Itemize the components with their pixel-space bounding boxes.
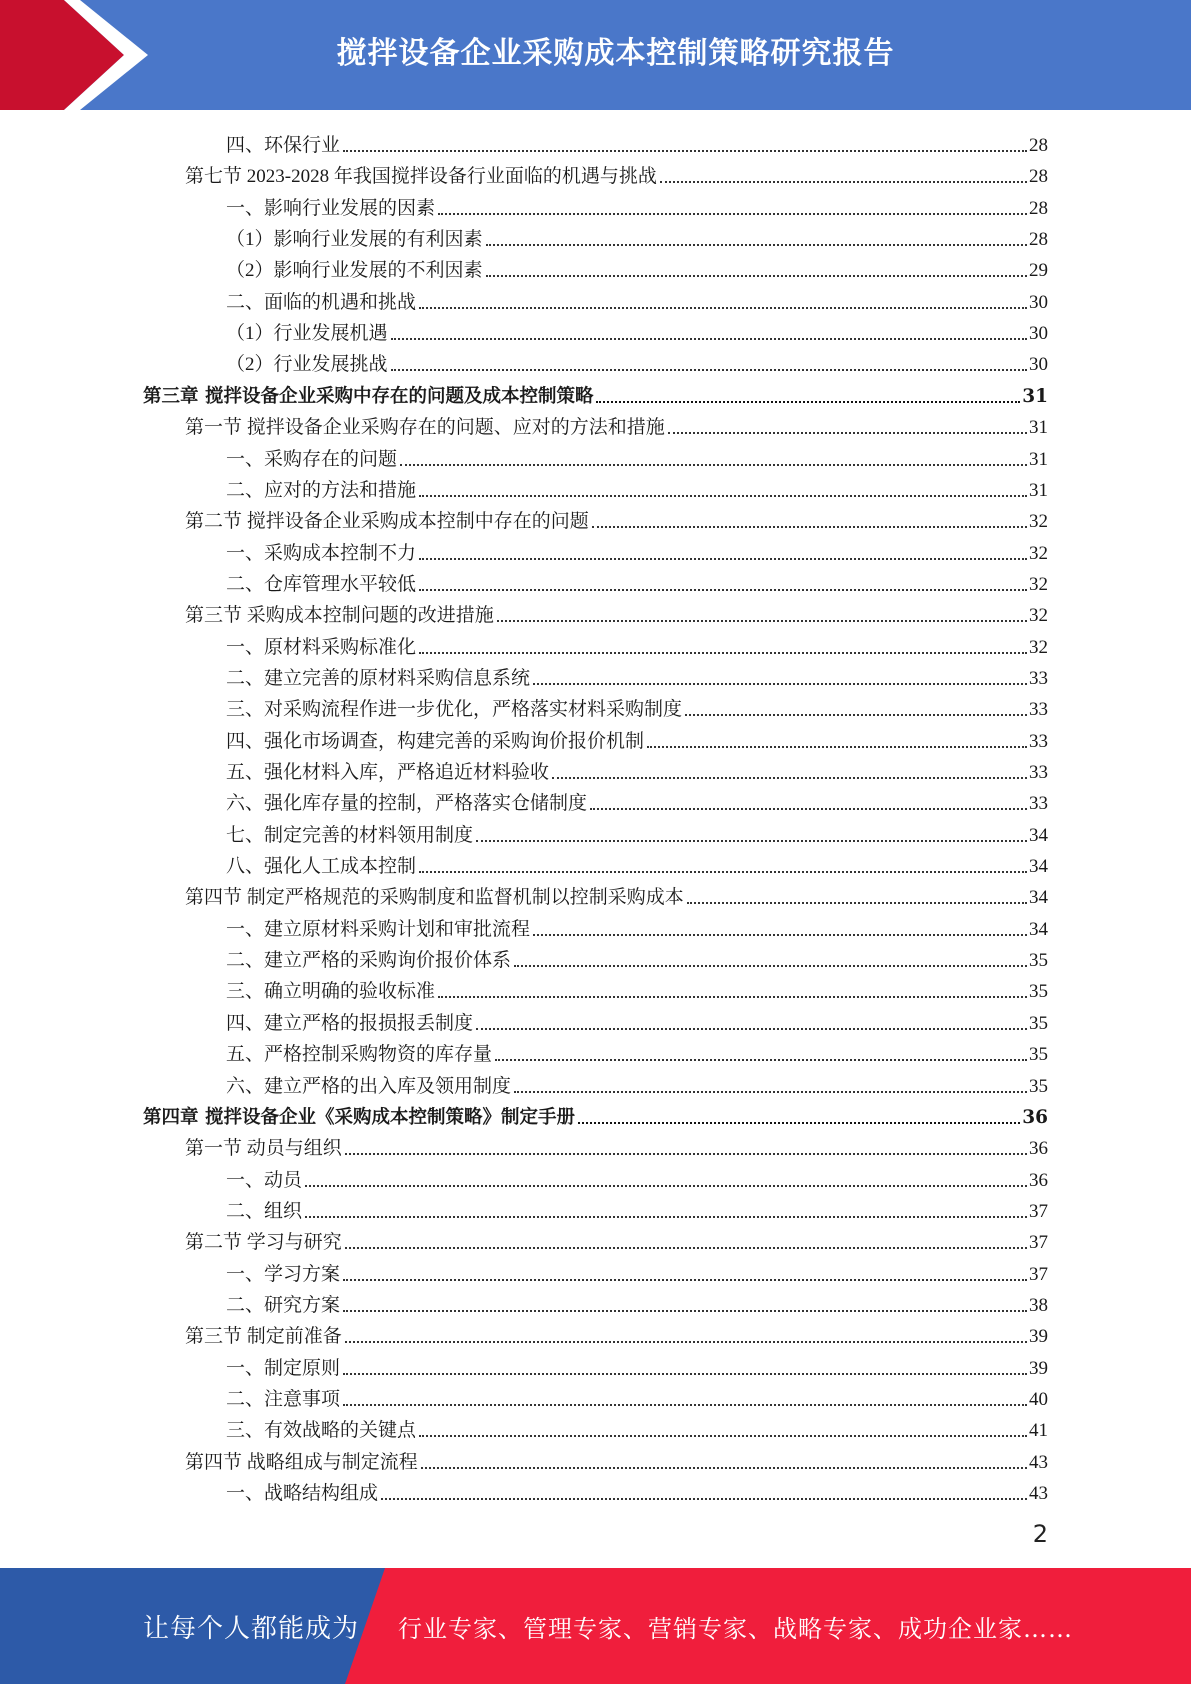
toc-entry-page: 35	[1029, 950, 1048, 972]
toc-entry-title: 二、组织	[226, 1200, 303, 1222]
toc-section-entry[interactable]	[185, 597, 1048, 628]
toc-entry-title: 第二节 搅拌设备企业采购成本控制中存在的问题	[185, 511, 589, 533]
toc-entry-page: 37	[1029, 1232, 1048, 1254]
toc-entry-page: 31	[1029, 479, 1048, 501]
toc-entry-title: 第四章 搅拌设备企业《采购成本控制策略》制定手册	[143, 1106, 575, 1128]
toc-dot-leader	[438, 212, 1027, 215]
toc-dot-leader	[345, 1340, 1027, 1343]
toc-entry-page: 30	[1029, 354, 1048, 376]
toc-entry-page: 39	[1029, 1326, 1048, 1348]
toc-dot-leader	[533, 682, 1027, 685]
toc-dot-leader	[391, 368, 1027, 371]
page-footer	[0, 1568, 1191, 1684]
toc-subsection-entry[interactable]	[226, 127, 1048, 158]
toc-entry-title: 第二节 学习与研究	[185, 1232, 342, 1254]
toc-subsection-entry[interactable]	[226, 911, 1048, 942]
toc-section-entry[interactable]	[185, 1224, 1048, 1255]
toc-dot-leader	[438, 995, 1027, 998]
toc-dot-leader	[305, 1215, 1027, 1218]
toc-entry-page: 41	[1029, 1420, 1048, 1442]
toc-entry-page: 31	[1029, 448, 1048, 470]
toc-subsection-entry[interactable]	[226, 441, 1048, 472]
toc-entry-title: （1）行业发展机遇	[226, 323, 388, 345]
toc-entry-page: 36	[1029, 1138, 1048, 1160]
toc-dot-leader	[668, 431, 1027, 434]
toc-subsection-entry[interactable]	[226, 691, 1048, 722]
toc-dot-leader	[421, 1466, 1027, 1469]
toc-entry-title: 第一节 动员与组织	[185, 1138, 342, 1160]
toc-entry-page: 33	[1029, 793, 1048, 815]
toc-entry-page: 35	[1029, 1075, 1048, 1097]
toc-entry-page: 28	[1029, 197, 1048, 219]
toc-entry-title: 一、学习方案	[226, 1263, 341, 1285]
toc-entry-title: （2）行业发展挑战	[226, 354, 388, 376]
toc-subsection-entry[interactable]	[226, 1256, 1048, 1287]
toc-dot-leader	[343, 149, 1027, 152]
toc-entry-title: 五、强化材料入库，严格追近材料验收	[226, 762, 550, 783]
toc-subsection-entry[interactable]	[226, 472, 1048, 503]
toc-entry-page: 29	[1029, 260, 1048, 282]
toc-dot-leader	[486, 243, 1027, 246]
toc-dot-leader	[419, 870, 1027, 873]
toc-entry-page: 28	[1029, 135, 1048, 156]
toc-dot-leader	[391, 337, 1027, 340]
toc-dot-leader	[343, 1309, 1027, 1312]
toc-subsection-entry[interactable]	[226, 629, 1048, 660]
toc-dot-leader	[419, 651, 1027, 654]
toc-entry-title: 一、原材料采购标准化	[226, 636, 417, 658]
toc-dot-leader	[592, 525, 1027, 528]
toc-dot-leader	[552, 776, 1027, 779]
toc-dot-leader	[419, 306, 1027, 309]
toc-entry-page: 32	[1029, 573, 1048, 595]
toc-subsection-entry[interactable]	[226, 535, 1048, 566]
toc-entry-page: 35	[1029, 1044, 1048, 1066]
toc-entry-title: 一、动员	[226, 1169, 303, 1191]
toc-subsection-entry[interactable]	[226, 252, 1048, 283]
toc-entry-page: 33	[1029, 730, 1048, 752]
toc-dot-leader	[685, 713, 1027, 716]
toc-entry-title: 三、有效战略的关键点	[226, 1420, 417, 1442]
toc-entry-page: 36	[1022, 1106, 1048, 1128]
toc-entry-page: 38	[1029, 1294, 1048, 1316]
toc-entry-page: 33	[1029, 699, 1048, 721]
toc-entry-title: 三、对采购流程作进一步优化，严格落实材料采购制度	[226, 699, 683, 721]
toc-entry-title: （2）影响行业发展的不利因素	[226, 260, 483, 282]
toc-subsection-entry[interactable]	[226, 973, 1048, 1004]
toc-entry-page: 31	[1029, 417, 1048, 439]
toc-subsection-entry[interactable]	[226, 1193, 1048, 1224]
toc-subsection-entry[interactable]	[226, 723, 1048, 754]
toc-subsection-entry[interactable]	[226, 346, 1048, 377]
toc-subsection-entry[interactable]	[226, 1036, 1048, 1067]
toc-entry-title: 二、应对的方法和措施	[226, 479, 417, 501]
toc-subsection-entry[interactable]	[226, 660, 1048, 691]
toc-subsection-entry[interactable]	[226, 1068, 1048, 1099]
toc-section-entry[interactable]	[185, 158, 1048, 189]
toc-subsection-entry[interactable]	[226, 1287, 1048, 1318]
toc-entry-title: 六、强化库存量的控制，严格落实仓储制度	[226, 793, 588, 815]
toc-subsection-entry[interactable]	[226, 1005, 1048, 1036]
toc-dot-leader	[343, 1372, 1027, 1375]
toc-entry-page: 39	[1029, 1357, 1048, 1379]
toc-entry-title: 二、研究方案	[226, 1294, 341, 1316]
toc-entry-page: 32	[1029, 636, 1048, 658]
toc-entry-page: 43	[1029, 1483, 1048, 1505]
toc-subsection-entry[interactable]	[226, 785, 1048, 816]
toc-entry-page: 33	[1029, 667, 1048, 689]
toc-entry-page: 28	[1029, 166, 1048, 188]
toc-dot-leader	[419, 557, 1027, 560]
footer-slogan-left: 让每个人都能成为	[143, 1613, 360, 1644]
toc-entry-title: （1）影响行业发展的有利因素	[226, 229, 483, 251]
toc-dot-leader	[305, 1184, 1027, 1187]
toc-entry-page: 30	[1029, 323, 1048, 345]
toc-dot-leader	[495, 1058, 1027, 1061]
toc-dot-leader	[578, 1121, 1020, 1124]
footer-slogan-right: 行业专家、管理专家、营销专家、战略专家、成功企业家……	[398, 1614, 1073, 1643]
toc-chapter-entry[interactable]	[143, 378, 1048, 409]
toc-dot-leader	[497, 619, 1027, 622]
toc-entry-page: 33	[1029, 762, 1048, 783]
toc-subsection-entry[interactable]	[226, 817, 1048, 848]
toc-entry-title: 第四节 制定严格规范的采购制度和监督机制以控制采购成本	[185, 887, 684, 909]
toc-chapter-entry[interactable]	[143, 1099, 1048, 1130]
toc-entry-page: 34	[1029, 824, 1048, 846]
page-number: 2	[1032, 1520, 1048, 1548]
toc-entry-title: 六、建立严格的出入库及领用制度	[226, 1075, 512, 1097]
toc-entry-title: 第七节 2023-2028 年我国搅拌设备行业面临的机遇与挑战	[185, 166, 657, 188]
toc-subsection-entry[interactable]	[226, 566, 1048, 597]
toc-entry-title: 二、建立严格的采购询价报价体系	[226, 950, 512, 972]
toc-entry-page: 43	[1029, 1451, 1048, 1473]
toc-subsection-entry[interactable]	[226, 315, 1048, 346]
toc-entry-page: 31	[1022, 385, 1048, 407]
toc-dot-leader	[486, 274, 1027, 277]
toc-entry-title: 一、制定原则	[226, 1357, 341, 1379]
toc-dot-leader	[343, 1403, 1027, 1406]
toc-dot-leader	[400, 463, 1027, 466]
toc-dot-leader	[476, 1027, 1027, 1030]
toc-subsection-entry[interactable]	[226, 1381, 1048, 1412]
toc-entry-page: 40	[1029, 1389, 1048, 1410]
toc-dot-leader	[345, 1152, 1027, 1155]
toc-entry-page: 37	[1029, 1200, 1048, 1222]
toc-dot-leader	[419, 494, 1027, 497]
toc-entry-title: 五、严格控制采购物资的库存量	[226, 1044, 493, 1066]
toc-section-entry[interactable]	[185, 503, 1048, 534]
toc-dot-leader	[687, 901, 1027, 904]
toc-dot-leader	[419, 588, 1027, 591]
toc-subsection-entry[interactable]	[226, 284, 1048, 315]
toc-section-entry[interactable]	[185, 409, 1048, 440]
toc-entry-title: 第三节 采购成本控制问题的改进措施	[185, 605, 494, 627]
toc-dot-leader	[514, 1090, 1027, 1093]
toc-dot-leader	[533, 933, 1027, 936]
toc-dot-leader	[345, 1246, 1027, 1249]
toc-dot-leader	[596, 400, 1020, 403]
toc-entry-title: 一、影响行业发展的因素	[226, 197, 436, 219]
toc-entry-title: 一、战略结构组成	[226, 1483, 379, 1505]
toc-entry-title: 四、强化市场调查，构建完善的采购询价报价机制	[226, 730, 645, 752]
toc-entry-title: 第一节 搅拌设备企业采购存在的问题、应对的方法和措施	[185, 417, 665, 439]
toc-subsection-entry[interactable]	[226, 221, 1048, 252]
toc-subsection-entry[interactable]	[226, 754, 1048, 785]
toc-subsection-entry[interactable]	[226, 1475, 1048, 1506]
toc-entry-title: 二、面临的机遇和挑战	[226, 291, 417, 313]
toc-entry-title: 四、建立严格的报损报丢制度	[226, 1012, 474, 1034]
toc-entry-title: 二、建立完善的原材料采购信息系统	[226, 667, 531, 689]
toc-section-entry[interactable]	[185, 879, 1048, 910]
toc-entry-page: 32	[1029, 511, 1048, 533]
toc-section-entry[interactable]	[185, 1130, 1048, 1161]
toc-dot-leader	[419, 1434, 1027, 1437]
toc-entry-title: 一、建立原材料采购计划和审批流程	[226, 918, 531, 940]
toc-entry-title: 一、采购存在的问题	[226, 448, 398, 470]
toc-dot-leader	[343, 1278, 1027, 1281]
toc-entry-title: 三、确立明确的验收标准	[226, 981, 436, 1003]
toc-subsection-entry[interactable]	[226, 942, 1048, 973]
header-arrow-decoration	[0, 0, 160, 110]
toc-section-entry[interactable]	[185, 1318, 1048, 1349]
toc-section-entry[interactable]	[185, 1444, 1048, 1475]
toc-entry-title: 第三节 制定前准备	[185, 1326, 342, 1348]
toc-entry-page: 34	[1029, 856, 1048, 878]
toc-entry-page: 30	[1029, 291, 1048, 313]
toc-entry-title: 第三章 搅拌设备企业采购中存在的问题及成本控制策略	[143, 385, 594, 407]
toc-dot-leader	[590, 807, 1027, 810]
toc-entry-title: 第四节 战略组成与制定流程	[185, 1451, 418, 1473]
toc-subsection-entry[interactable]	[226, 190, 1048, 221]
toc-entry-title: 一、采购成本控制不力	[226, 542, 417, 564]
toc-subsection-entry[interactable]	[226, 1350, 1048, 1381]
toc-subsection-entry[interactable]	[226, 1412, 1048, 1443]
toc-entry-page: 35	[1029, 1012, 1048, 1034]
report-title: 搅拌设备企业采购成本控制策略研究报告	[336, 36, 895, 71]
toc-entry-page: 37	[1029, 1263, 1048, 1285]
toc-entry-page: 32	[1029, 542, 1048, 564]
toc-dot-leader	[647, 745, 1027, 748]
page-header	[0, 0, 1191, 110]
toc-entry-page: 34	[1029, 887, 1048, 909]
toc-entry-page: 35	[1029, 981, 1048, 1003]
toc-entry-title: 二、注意事项	[226, 1389, 341, 1410]
toc-subsection-entry[interactable]	[226, 1162, 1048, 1193]
toc-dot-leader	[514, 964, 1027, 967]
toc-dot-leader	[476, 839, 1027, 842]
toc-entry-title: 八、强化人工成本控制	[226, 856, 417, 878]
toc-entry-page: 36	[1029, 1169, 1048, 1191]
toc-entry-title: 四、环保行业	[226, 135, 341, 156]
toc-subsection-entry[interactable]	[226, 848, 1048, 879]
toc-dot-leader	[660, 180, 1027, 183]
toc-entry-page: 34	[1029, 918, 1048, 940]
toc-entry-page: 32	[1029, 605, 1048, 627]
toc-dot-leader	[381, 1497, 1027, 1500]
toc-entry-title: 七、制定完善的材料领用制度	[226, 824, 474, 846]
toc-entry-title: 二、仓库管理水平较低	[226, 573, 417, 595]
toc-entry-page: 28	[1029, 229, 1048, 251]
